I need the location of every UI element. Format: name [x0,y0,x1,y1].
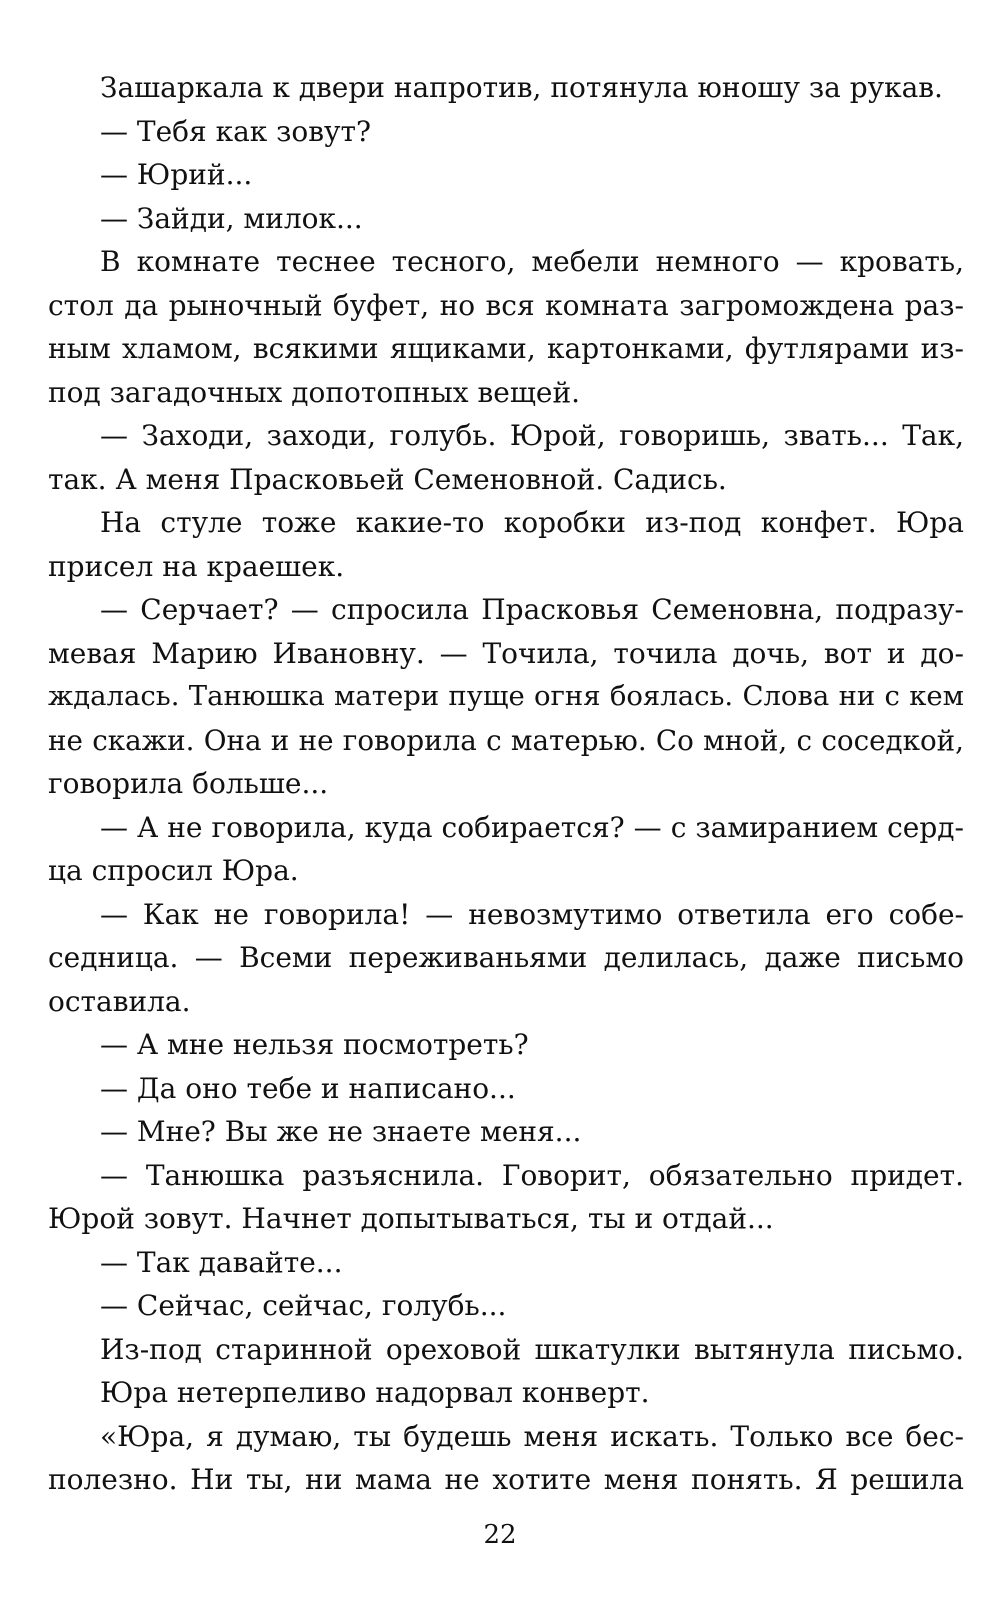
text-line: не скажи. Она и не говорила с матерью. Со мной, с соседкой, [48,723,964,757]
page-number: 22 [483,1520,517,1550]
text-line: стол да рыночный буфет, но вся комната загромождена раз- [48,288,964,322]
text-line: так. А меня Прасковьей Семеновной. Садись. [48,462,727,496]
text-line: говорила больше... [48,767,329,800]
text-line: — Мне? Вы же не знаете меня... [100,1115,582,1148]
text-line: Зашаркала к двери напротив, потянула юношу за рукав. [100,71,943,104]
text-line: ца спросил Юра. [48,854,299,887]
text-line: В комнате теснее тесного, мебели немного — кровать, [100,245,964,278]
text-line: — Так давайте... [100,1245,343,1279]
text-line: На стуле тоже какие-то коробки из-под конфет. Юра [100,506,964,539]
text-line: оставила. [48,984,191,1018]
text-line: ным хламом, всякими ящиками, картонками, футлярами из- [48,332,964,365]
text-line: присел на краешек. [48,549,345,583]
text-line: — Юрий... [100,158,253,191]
text-line: — Танюшка разъяснила. Говорит, обязательно придет. [100,1158,964,1192]
body-text [48,66,964,1502]
text-line: под загадочных допотопных вещей. [48,375,580,409]
text-line: мевая Марию Ивановну. — Точила, точила дочь, вот и до- [48,636,964,670]
text-line: — А мне нельзя посмотреть? [100,1028,529,1061]
text-line: ждалась. Танюшка матери пуще огня боялась. Слова ни с кем [48,680,964,712]
text-line: — Тебя как зовут? [100,114,372,148]
text-line: седница. — Всеми переживаньями делилась, даже письмо [48,941,964,974]
text-line: — Да оно тебе и написано... [100,1071,516,1105]
text-line: Юрой зовут. Начнет допытываться, ты и отдай... [48,1202,774,1235]
text-line: полезно. Ни ты, ни мама не хотите меня понять. Я решила [48,1463,964,1496]
text-line: Юра нетерпеливо надорвал конверт. [100,1376,650,1409]
text-line: Из-под старинной ореховой шкатулки вытянула письмо. [100,1332,964,1366]
text-line: — Заходи, заходи, голубь. Юрой, говоришь, звать... Так, [100,419,964,452]
text-line: — Серчает? — спросила Прасковья Семеновна, подразу- [100,593,964,626]
text-line: — Сейчас, сейчас, голубь... [100,1289,507,1322]
text-line: «Юра, я думаю, ты будешь меня искать. Только все бес- [100,1419,964,1453]
text-line: — Как не говорила! — невозмутимо ответила его собе- [100,897,964,931]
text-line: — Зайди, милок... [100,201,363,235]
text-line: — А не говорила, куда собирается? — с замиранием серд- [100,810,964,844]
